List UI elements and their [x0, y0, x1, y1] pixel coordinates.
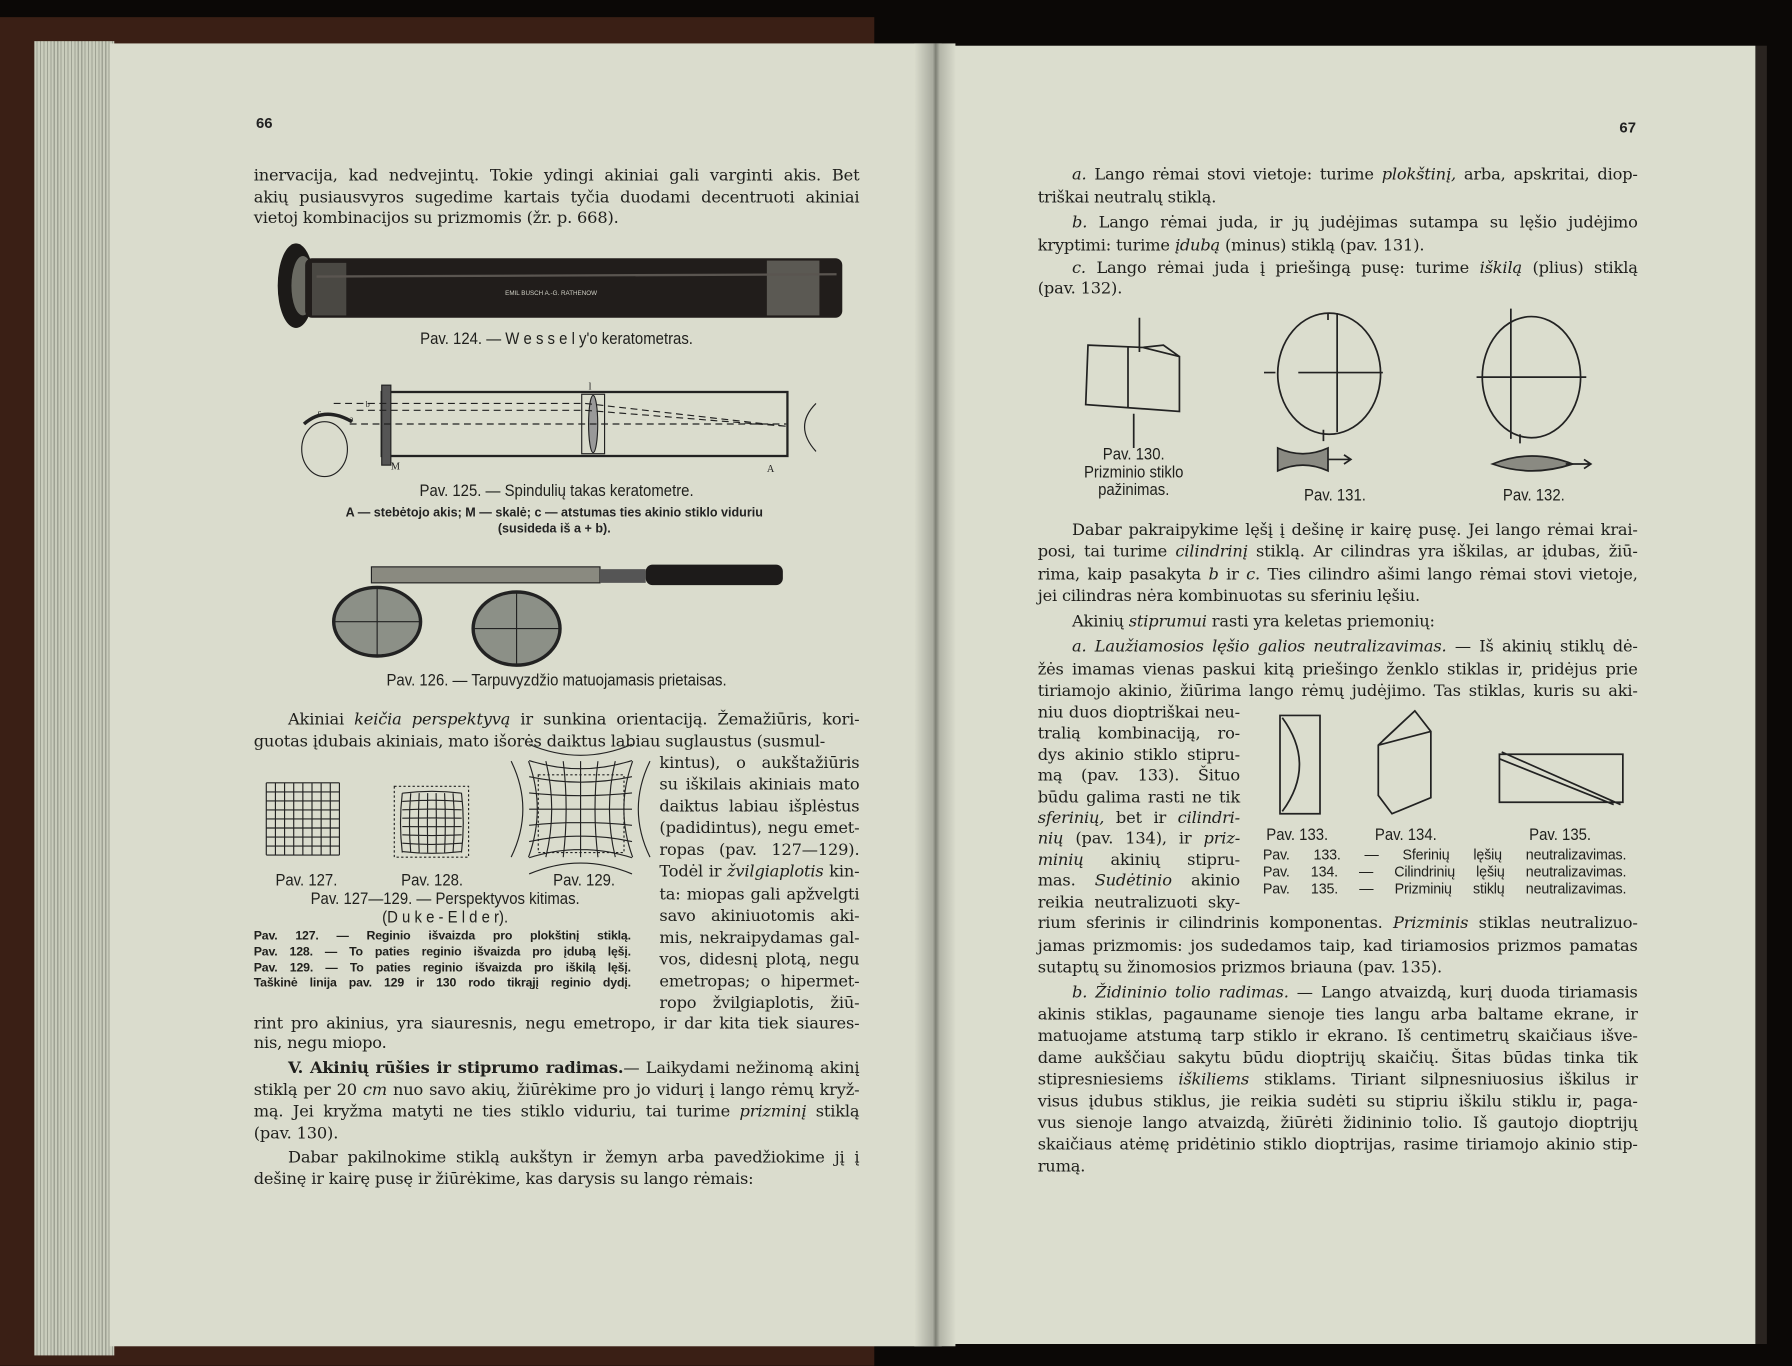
text-line: visus įdubus stiklus, jie reikia sudėti su stipriu iškilu stiklu ir, paga- — [1037, 1092, 1638, 1111]
text-line — [1038, 258, 1638, 279]
text-line: reikia neutralizuoti sky- — [1037, 893, 1240, 912]
text-line: Dabar pakraipykime lęšį į dešinę ir kairę pusę. Jei lango rėmai krai- — [1071, 521, 1638, 540]
figure-132-caption: Pav. 132. — [1502, 486, 1565, 506]
text-segment: Todėl ir — [659, 863, 728, 882]
bold-text: V. Akinių rūšies ir stiprumo radimas. — [287, 1059, 624, 1078]
italic-text: žvilgiaplotis — [727, 863, 824, 882]
italic-text: stiprumui — [1128, 612, 1207, 631]
text-line: dys akinio stiklo stipru- — [1037, 746, 1240, 765]
engraving-text: EMIL BUSCH A.-G. RATHENOW — [505, 289, 598, 297]
figure-135-label: Pav. 135. — [1529, 826, 1592, 845]
label-l: l — [588, 381, 592, 393]
italic-text: a. — [1071, 165, 1087, 184]
paragraph-pakraipykime — [1038, 520, 1638, 608]
label-a: a — [349, 414, 354, 424]
paragraph-perspektyva-end — [254, 1015, 860, 1054]
text-segment: — Laikydami nežinomą akinį — [623, 1059, 860, 1078]
grid-true-size-outline — [394, 786, 468, 857]
text-line — [1038, 637, 1638, 659]
text-line — [1038, 913, 1638, 935]
book-gutter — [914, 43, 955, 1346]
text-line: inervacija, kad nedvejintų. Tokie ydingi akiniai gali varginti akis. Bet — [253, 166, 860, 186]
figure-125-legend-1: A — stebėtojo akis; M — skalė; c — atstumas ties akinio stiklo viduriu — [345, 506, 763, 520]
figure-126-pupillometer — [326, 558, 785, 672]
paragraph-stiprumui — [1038, 611, 1638, 633]
figures-127-129-caption: Pav. 127—129. — Perspektyvos kitimas. — [310, 890, 580, 909]
italic-text: įdubą — [1174, 236, 1221, 255]
text-line: Pav. 134. — Cilindrinių lęšių neutralizavimas. — [1262, 863, 1627, 880]
text-line: jamas prizmomis: jos sudedamos taip, kad tiriamosios prizmos pamatas — [1037, 936, 1638, 955]
text-line: guotas įdubais akiniais, mato išorės daiktus labiau suglaustus (susmul- — [253, 732, 826, 751]
text-line — [1038, 1070, 1638, 1092]
figures-127-129-source: (D u k e - E l d e r). — [382, 908, 509, 927]
paragraph-section-v — [254, 1058, 860, 1145]
text-line — [254, 1102, 860, 1124]
text-line: akių pusiausvyros sugedime kartais tyčia duodami decentruoti akiniai — [253, 188, 860, 207]
text-line — [1038, 163, 1638, 186]
text-line: mą (pav. 133). Šituo — [1037, 767, 1240, 786]
paragraph-a-plokstinis — [1038, 163, 1638, 209]
italic-text: c. — [1071, 259, 1086, 278]
text-line: rumą. — [1037, 1157, 1086, 1176]
figure-134-label: Pav. 134. — [1374, 826, 1437, 845]
paragraph-perspektyva — [254, 710, 860, 753]
paragraph-inervacija — [254, 166, 860, 230]
text-line: kintus), o aukštažiūris — [659, 754, 860, 773]
italic-text: priz- — [1203, 830, 1240, 849]
text-line: rint pro akinius, yra siauresnis, negu emetropo, ir dar kita tiek siaures- — [253, 1014, 860, 1034]
italic-text: a. Laužiamosios lęšio galios neutralizavimas. — [1071, 637, 1447, 656]
text-line: (pav. 130). — [253, 1124, 339, 1143]
text-line: emetropas; o hipermet- — [659, 972, 860, 991]
text-line: (pav. 132). — [1037, 279, 1123, 299]
figure-124-keratometer — [271, 242, 845, 331]
paragraph-neutralizavimas-column — [1038, 703, 1240, 913]
text-segment: stiklą — [806, 1102, 860, 1122]
figure-125-ray-path — [299, 381, 822, 478]
text-line: ropas (pav. 127—129). — [659, 841, 860, 860]
text-line — [659, 862, 859, 884]
figure-125-legend-2: (susideda iš a + b). — [497, 522, 611, 536]
text-segment: (pav. 134), ir — [1063, 830, 1204, 849]
right-page-edge — [1755, 46, 1766, 1344]
text-line: (padidintus), negu emet- — [659, 819, 860, 839]
text-line: tiriamojo akinio, žiūrima lango rėmų judėjimo. Tas stiklas, kuris su aki- — [1037, 682, 1638, 701]
figure-124-caption: Pav. 124. — W e s s e l y'o keratometras. — [420, 330, 693, 349]
text-line — [1038, 564, 1638, 586]
label-b: b — [365, 399, 370, 409]
italic-text: cilindrinį — [1175, 543, 1248, 562]
text-line: daiktus labiau išplėstus — [659, 797, 860, 817]
italic-text: prizminį — [739, 1102, 807, 1122]
text-segment: Akiniai — [287, 710, 355, 730]
text-line — [1038, 211, 1638, 234]
italic-text: Sudėtinio — [1094, 872, 1172, 891]
text-segment: Lango rėmai stovi vietoje: turime — [1086, 165, 1382, 184]
text-segment: — Iš akinių stiklų dė- — [1446, 637, 1638, 656]
italic-text: c. — [1246, 565, 1261, 584]
text-segment: Akinių — [1071, 612, 1129, 631]
text-segment: — Lango atvaizdą, kurį duoda tiriamasis — [1288, 983, 1638, 1003]
figure-133-label: Pav. 133. — [1266, 826, 1329, 845]
text-line: savo akiniuotomis aki- — [659, 907, 860, 926]
text-segment: akinio — [1171, 872, 1240, 891]
text-line: triškai neutralų stiklą. — [1037, 188, 1217, 207]
text-line: su iškilais akiniais mato — [659, 776, 860, 795]
text-line: vos, didesnį plotą, negu — [659, 950, 860, 969]
text-line: Dabar pakilnokime stiklą aukštyn ir žemyn arba pavedžiokime jį į — [287, 1148, 860, 1167]
text-line — [254, 1080, 860, 1102]
paragraph-neutralizavimas — [1038, 637, 1638, 704]
paragraph-pakilnokime — [254, 1147, 860, 1190]
grid-concave — [401, 791, 464, 853]
label-c: c — [317, 407, 322, 417]
text-segment: mas. — [1037, 872, 1095, 891]
text-line — [1038, 808, 1240, 829]
text-line: mis, nekraipydamas gal- — [659, 928, 860, 948]
text-segment: stiklas neutralizuo- — [1468, 914, 1638, 933]
text-line: Pav. 127. — Reginio išvaizda pro plokštinį stiklą. — [253, 929, 631, 943]
text-segment: ir sunkina orientaciją. Žemažiūris, kori- — [510, 710, 860, 730]
text-line: Pav. 129. — To paties reginio išvaizda pro iškilą lęšį. — [253, 960, 631, 975]
figures-133-135 — [1257, 699, 1634, 819]
text-line — [254, 710, 860, 732]
grid-convex — [511, 744, 650, 874]
italic-text: b. — [1071, 213, 1088, 232]
italic-text: cilindri- — [1177, 809, 1240, 828]
page-edges — [34, 41, 114, 1355]
figures-127-129-notes — [254, 929, 631, 992]
text-line: dame aukščiau sakytu būdu dioptrijų skaičių. Šitas būdas tinka tik — [1037, 1049, 1638, 1068]
text-line: Pav. 128. — To paties reginio išvaizda pro įdubą lęšį. — [253, 944, 631, 959]
figure-130-caption-line: pažinimas. — [1098, 481, 1170, 500]
text-line: matuojame atstumą tarp stiklo ir ekrano. Iš centimetrų skaičiaus išve- — [1037, 1027, 1638, 1046]
paragraph-b-idubas — [1038, 211, 1638, 257]
text-segment: kin- — [823, 863, 860, 882]
text-segment: bet ir — [1104, 809, 1178, 828]
figure-127-label: Pav. 127. — [275, 871, 338, 891]
text-line: Pav. 135. — Prizminių stiklų neutralizavimas. — [1262, 881, 1627, 898]
paragraph-perspektyva-column — [659, 753, 859, 1015]
italic-text: minių — [1037, 851, 1084, 870]
text-line: žės imamas vienas paskui kitą priešingo ženklo stiklas ir, pridėjus prie — [1037, 659, 1638, 679]
text-segment: posi, tai turime — [1037, 543, 1176, 562]
text-line: tralią kombinaciją, ro- — [1037, 725, 1240, 744]
text-line — [1038, 234, 1638, 257]
italic-text: iškiliems — [1178, 1070, 1249, 1090]
text-line: skaičiaus atėmę pridėtinio stiklo dioptrijas, rasime tiriamojo akinio stip- — [1037, 1135, 1638, 1155]
paragraph-zidininio-tolio — [1038, 983, 1638, 1178]
paragraph-prizminis — [1038, 913, 1638, 980]
text-line — [1038, 871, 1240, 892]
italic-text: Prizminis — [1392, 914, 1469, 933]
italic-text: nių — [1037, 830, 1064, 849]
text-segment: stiklams. Tiriant silpnesniuosius iškilus ir — [1248, 1070, 1638, 1090]
text-segment: nuo savo akių, žiūrėkime pro jo vidurį į lango rėmų kryž- — [386, 1081, 860, 1100]
text-segment: ir — [1218, 565, 1247, 584]
text-segment: rasti yra keletas priemonių: — [1206, 612, 1435, 631]
page-number-right: 67 — [1619, 118, 1636, 136]
text-line: būdu galima rasti ne tik — [1037, 788, 1240, 807]
text-line — [1038, 829, 1240, 850]
text-line: akinis stiklas, pagauname sienoje ties langu arba baltame ekrane, ir — [1037, 1005, 1638, 1024]
figure-129-label: Pav. 129. — [553, 871, 616, 891]
text-segment: (plius) stiklą — [1521, 259, 1638, 278]
text-segment: rium sferinis ir cilindrinis komponentas. — [1037, 914, 1393, 933]
figure-130-caption-line: Pav. 130. — [1102, 445, 1165, 464]
text-line: sutaptų su žinomosios prizmos briauna (pav. 135). — [1037, 958, 1442, 978]
text-segment: stiklą per 20 — [253, 1081, 363, 1100]
grid-flat — [266, 783, 339, 855]
italic-text: plokštinį, — [1381, 165, 1456, 184]
figure-125-caption: Pav. 125. — Spindulių takas keratometre. — [419, 482, 694, 501]
italic-text: keičia perspektyvą — [354, 710, 511, 730]
figure-128-label: Pav. 128. — [401, 871, 464, 891]
text-segment: arba, apskritai, diop- — [1455, 165, 1638, 184]
text-line: Pav. 133. — Sferinių lęšių neutralizavimas. — [1262, 846, 1627, 863]
text-line — [254, 1058, 860, 1080]
label-A: A — [766, 463, 775, 475]
figures-127-129-grids — [261, 754, 638, 863]
text-line: vietoj kombinacijos su prizmomis (žr. p. 668). — [253, 209, 619, 228]
italic-text: b. Židininio tolio radimas. — [1071, 983, 1289, 1003]
text-line — [1038, 850, 1240, 871]
text-line: jei cilindras nėra kombinuotas su sferiniu lęšiu. — [1037, 587, 1420, 606]
text-segment: Lango rėmai juda į priešingą pusę: turime — [1085, 259, 1480, 278]
text-segment: stiklą. Ar cilindras yra iškilas, ar įdubas, žiū- — [1247, 543, 1638, 562]
text-line — [1038, 983, 1638, 1005]
text-segment: stipresniesiems — [1037, 1070, 1179, 1090]
figure-130-caption-line: Prizminio stiklo — [1083, 463, 1184, 482]
text-line: ta: miopas gali apžvelgti — [659, 885, 860, 904]
text-segment: mą. Jei kryžma matyti ne ties stiklo viduriu, tai turime — [253, 1102, 740, 1122]
text-line — [1038, 542, 1638, 564]
page-number-left: 66 — [255, 114, 273, 132]
text-line: ropo žvilgiaplotis, žiū- — [659, 994, 860, 1013]
text-segment: Ties cilindro ašimi lango rėmai stovi vietoje, — [1260, 565, 1638, 584]
text-segment: Lango rėmai juda, ir jų judėjimas sutampa su lęšio judėjimo — [1087, 213, 1638, 232]
text-segment: akinių stipru- — [1083, 851, 1240, 870]
text-segment: (minus) stiklą (pav. 131). — [1220, 236, 1425, 255]
text-line: dešinę ir kairę pusę ir žiūrėkime, kas darysis su lango rėmais: — [253, 1170, 754, 1189]
figure-131-caption: Pav. 131. — [1304, 486, 1366, 506]
italic-text: iškilą — [1479, 259, 1522, 278]
text-segment: kryptimi: turime — [1037, 236, 1175, 255]
text-line: nis, negu miopo. — [253, 1034, 387, 1053]
italic-text: cm — [362, 1081, 387, 1100]
figures-133-135-notes — [1263, 847, 1626, 898]
italic-text: b — [1208, 565, 1219, 584]
figure-126-caption: Pav. 126. — Tarpuvyzdžio matuojamasis prietaisas. — [386, 671, 727, 691]
italic-text: sferinių, — [1037, 809, 1105, 828]
text-line: niu duos dioptriškai neu- — [1037, 703, 1240, 723]
text-line: Taškinė linija pav. 129 ir 130 rodo tikrąjį reginio dydį. — [253, 976, 631, 991]
paragraph-c-iskilas — [1038, 258, 1638, 299]
figure-130-caption — [1072, 447, 1195, 500]
text-line: vus sienoje lango atvaizdą, žiūrėti židininio tolio. Iš gautojo dioptrijų — [1037, 1114, 1638, 1133]
text-line — [1038, 611, 1638, 633]
text-segment: rima, kaip pasakyta — [1037, 565, 1209, 584]
label-M: M — [390, 461, 400, 473]
